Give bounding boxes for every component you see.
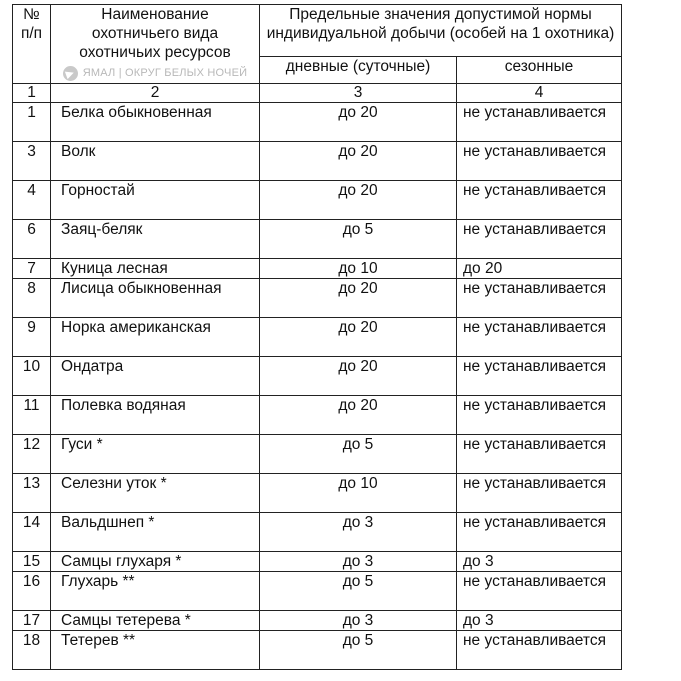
table-row	[13, 103, 622, 142]
row-number: 1	[13, 103, 51, 142]
table-row	[13, 435, 622, 474]
seasonal-limit: не устанавливается	[457, 142, 622, 181]
daily-limit: до 3	[260, 611, 457, 631]
row-number: 18	[13, 631, 51, 670]
species-name: Заяц-беляк	[51, 220, 260, 259]
table-row	[13, 552, 622, 572]
seasonal-limit: не устанавливается	[457, 181, 622, 220]
header-num: № п/п	[13, 5, 51, 84]
species-name: Ондатра	[51, 357, 260, 396]
species-name: Лисица обыкновенная	[51, 279, 260, 318]
table-row	[13, 396, 622, 435]
species-name: Селезни уток *	[51, 474, 260, 513]
header-row	[13, 5, 622, 57]
species-name: Тетерев **	[51, 631, 260, 670]
daily-limit: до 20	[260, 279, 457, 318]
seasonal-limit: не устанавливается	[457, 357, 622, 396]
seasonal-limit: не устанавливается	[457, 103, 622, 142]
row-number: 15	[13, 552, 51, 572]
table-row	[13, 474, 622, 513]
table-row	[13, 220, 622, 259]
species-name: Норка американская	[51, 318, 260, 357]
table-row	[13, 279, 622, 318]
table-row	[13, 572, 622, 611]
seasonal-limit: не устанавливается	[457, 572, 622, 611]
daily-limit: до 5	[260, 631, 457, 670]
header-name-cell	[51, 5, 260, 84]
header-seasonal: сезонные	[457, 57, 622, 84]
row-number: 13	[13, 474, 51, 513]
seasonal-limit: не устанавливается	[457, 318, 622, 357]
column-number-row	[13, 84, 622, 103]
seasonal-limit: до 3	[457, 611, 622, 631]
telegram-icon	[63, 66, 78, 81]
daily-limit: до 20	[260, 357, 457, 396]
row-number: 14	[13, 513, 51, 552]
daily-limit: до 20	[260, 396, 457, 435]
header-name: Наименование охотничьего вида охотничьих ресурсов	[79, 6, 231, 61]
seasonal-limit: не устанавливается	[457, 631, 622, 670]
seasonal-limit: не устанавливается	[457, 435, 622, 474]
daily-limit: до 20	[260, 318, 457, 357]
species-name: Горностай	[51, 181, 260, 220]
watermark-text: ЯМАЛ | ОКРУГ БЕЛЫХ НОЧЕЙ	[82, 67, 248, 79]
daily-limit: до 10	[260, 259, 457, 279]
species-name: Полевка водяная	[51, 396, 260, 435]
hunting-limits-table	[12, 4, 622, 670]
row-number: 11	[13, 396, 51, 435]
daily-limit: до 5	[260, 435, 457, 474]
daily-limit: до 3	[260, 513, 457, 552]
seasonal-limit: не устанавливается	[457, 279, 622, 318]
seasonal-limit: не устанавливается	[457, 513, 622, 552]
table-row	[13, 513, 622, 552]
table-row	[13, 181, 622, 220]
row-number: 12	[13, 435, 51, 474]
species-name: Гуси *	[51, 435, 260, 474]
species-name: Вальдшнеп *	[51, 513, 260, 552]
table-row	[13, 142, 622, 181]
species-name: Самцы глухаря *	[51, 552, 260, 572]
row-number: 17	[13, 611, 51, 631]
column-number: 4	[457, 84, 622, 103]
row-number: 9	[13, 318, 51, 357]
header-limits: Предельные значения допустимой нормы индивидуальной добычи (особей на 1 охотника)	[260, 5, 622, 57]
daily-limit: до 20	[260, 181, 457, 220]
daily-limit: до 5	[260, 220, 457, 259]
table-row	[13, 631, 622, 670]
daily-limit: до 10	[260, 474, 457, 513]
watermark	[56, 64, 254, 83]
column-number: 1	[13, 84, 51, 103]
table-row	[13, 259, 622, 279]
daily-limit: до 5	[260, 572, 457, 611]
row-number: 16	[13, 572, 51, 611]
row-number: 8	[13, 279, 51, 318]
table-row	[13, 318, 622, 357]
daily-limit: до 20	[260, 103, 457, 142]
seasonal-limit: не устанавливается	[457, 220, 622, 259]
column-number: 3	[260, 84, 457, 103]
header-daily: дневные (суточные)	[260, 57, 457, 84]
row-number: 3	[13, 142, 51, 181]
seasonal-limit: не устанавливается	[457, 474, 622, 513]
column-number: 2	[51, 84, 260, 103]
table-row	[13, 357, 622, 396]
row-number: 7	[13, 259, 51, 279]
table-row	[13, 611, 622, 631]
row-number: 4	[13, 181, 51, 220]
seasonal-limit: до 20	[457, 259, 622, 279]
species-name: Белка обыкновенная	[51, 103, 260, 142]
species-name: Куница лесная	[51, 259, 260, 279]
species-name: Глухарь **	[51, 572, 260, 611]
species-name: Самцы тетерева *	[51, 611, 260, 631]
seasonal-limit: до 3	[457, 552, 622, 572]
row-number: 6	[13, 220, 51, 259]
seasonal-limit: не устанавливается	[457, 396, 622, 435]
species-name: Волк	[51, 142, 260, 181]
row-number: 10	[13, 357, 51, 396]
daily-limit: до 3	[260, 552, 457, 572]
daily-limit: до 20	[260, 142, 457, 181]
